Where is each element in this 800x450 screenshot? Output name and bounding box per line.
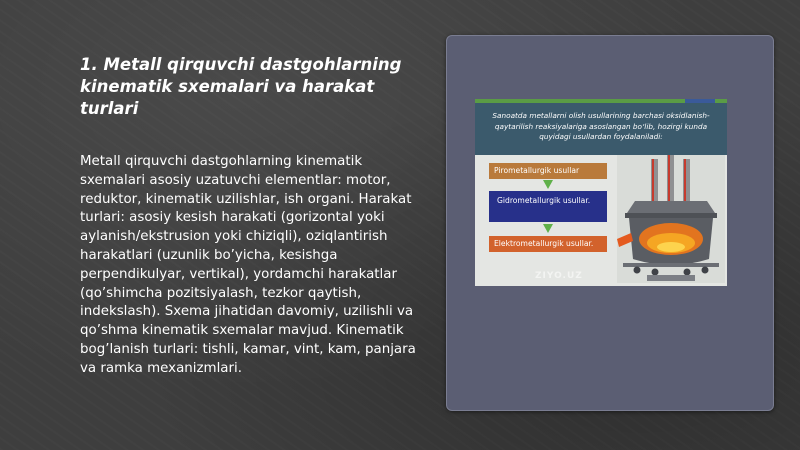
diagram-header xyxy=(475,103,727,155)
arrow-down-icon xyxy=(543,224,553,233)
watermark: ZIYO.UZ xyxy=(535,271,583,281)
step-pirometallurgik: Pirometallurgik usullar xyxy=(489,163,607,179)
step-elektrometallurgik: Elektrometallurgik usullar. xyxy=(489,236,607,252)
slide-body-text: Metall qirquvchi dastgohlarning kinematik sxemalari asosiy uzatuvchi elementlar: motor, reduktor, kinematik uzilishlar, ish organi. Harakat turlari: asosiy kesish harakati (gorizontal yoki aylanish/ekstrusion yoki chiziqli), oziqlantirish harakatlari (uzunlik bo’yicha, kesishga perpendikulyar, vertikal), yordamchi harakatlar (qo’shimcha pozitsiyalash, tezkor qaytish, indekslash). Sxema jihatidan davomiy, uzilishli va qo’shma kinematik sxemalar mavjud. Kinematik bog’lanish turlari: tishli, kamar, vint, kam, panjara va ramka mexanizmlari. xyxy=(80,154,416,376)
metallurgy-diagram xyxy=(475,99,727,286)
furnace-icon xyxy=(617,155,725,283)
slide-title: 1. Metall qirquvchi dastgohlarning kinematik sxemalari va harakat turlari xyxy=(80,55,402,118)
arrow-down-icon xyxy=(543,180,553,189)
diagram-header-text: Sanoatda metallarni olish usullarining barchasi oksidlanish-qaytarilish reaksiyalariga asoslangan bo‘lib, hozirgi kunda quyidagi usullardan foydalaniladi: xyxy=(492,111,710,141)
step-gidrometallurgik: Gidrometallurgik usullar. xyxy=(489,191,607,222)
